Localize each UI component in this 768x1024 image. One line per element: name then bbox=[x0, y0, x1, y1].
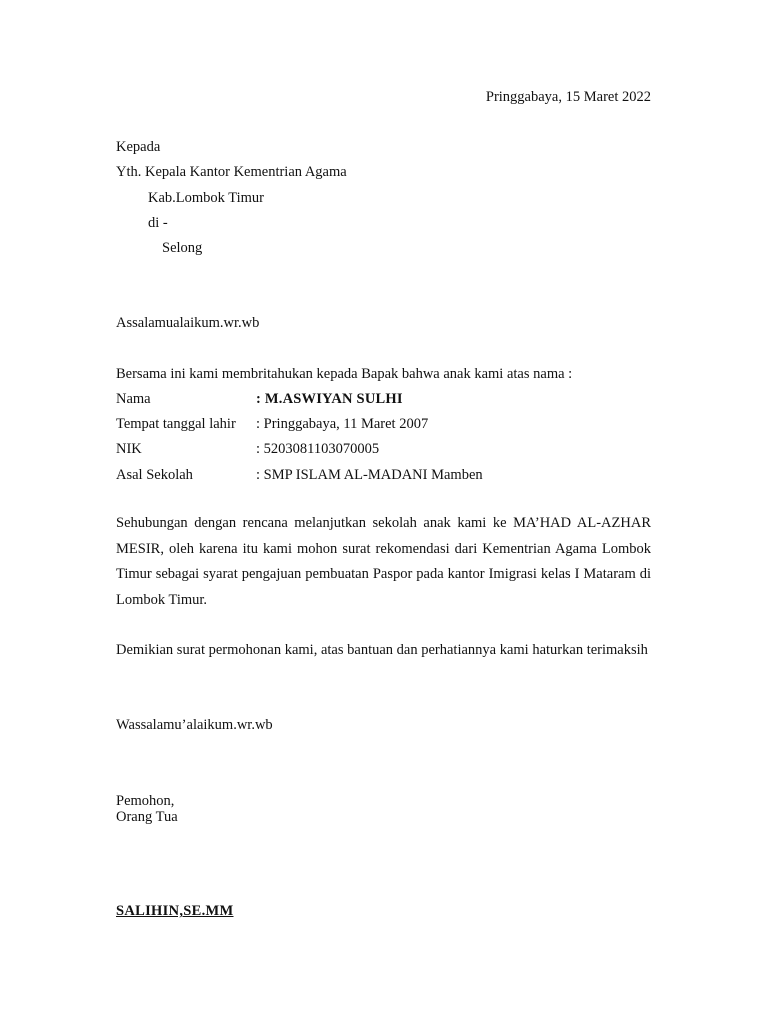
intro-sentence: Bersama ini kami membritahukan kepada Bapak bahwa anak kami atas nama : bbox=[116, 366, 573, 382]
field-label: Asal Sekolah bbox=[116, 467, 193, 483]
recipient-region: Kab.Lombok Timur bbox=[148, 190, 265, 206]
body-paragraph: Sehubungan dengan rencana melanjutkan sekolah anak kami ke MA’HAD AL-AZHAR MESIR, oleh karena itu kami mohon surat rekomendasi dari Kementrian Agama Lombok Timur sebagai syarat pengajuan pembuatan Paspor pada kantor Imigrasi kelas I Mataram di Lombok Timur. bbox=[116, 515, 651, 608]
field-label: Tempat tanggal lahir bbox=[116, 416, 236, 432]
recipient-to: Kepada bbox=[116, 139, 161, 155]
recipient-city: Selong bbox=[162, 240, 203, 256]
closing-paragraph: Demikian surat permohonan kami, atas bantuan dan perhatiannya kami haturkan terimaksih bbox=[116, 642, 648, 658]
field-value: : 5203081103070005 bbox=[256, 441, 380, 457]
recipient-di: di - bbox=[148, 215, 168, 231]
field-value-name: : M.ASWIYAN SULHI bbox=[256, 391, 403, 407]
field-value: : SMP ISLAM AL-MADANI Mamben bbox=[256, 467, 483, 483]
signer-name: SALIHIN,SE.MM bbox=[116, 903, 234, 919]
field-value: : Pringgabaya, 11 Maret 2007 bbox=[256, 416, 429, 432]
signer-relation: Orang Tua bbox=[116, 809, 178, 825]
greeting: Assalamualaikum.wr.wb bbox=[116, 315, 260, 331]
recipient-title: Yth. Kepala Kantor Kementrian Agama bbox=[116, 164, 347, 180]
field-label: NIK bbox=[116, 441, 142, 457]
closing-greeting: Wassalamu’alaikum.wr.wb bbox=[116, 717, 273, 733]
signer-role: Pemohon, bbox=[116, 793, 175, 809]
place-date: Pringgabaya, 15 Maret 2022 bbox=[485, 89, 651, 105]
field-label: Nama bbox=[116, 391, 151, 407]
